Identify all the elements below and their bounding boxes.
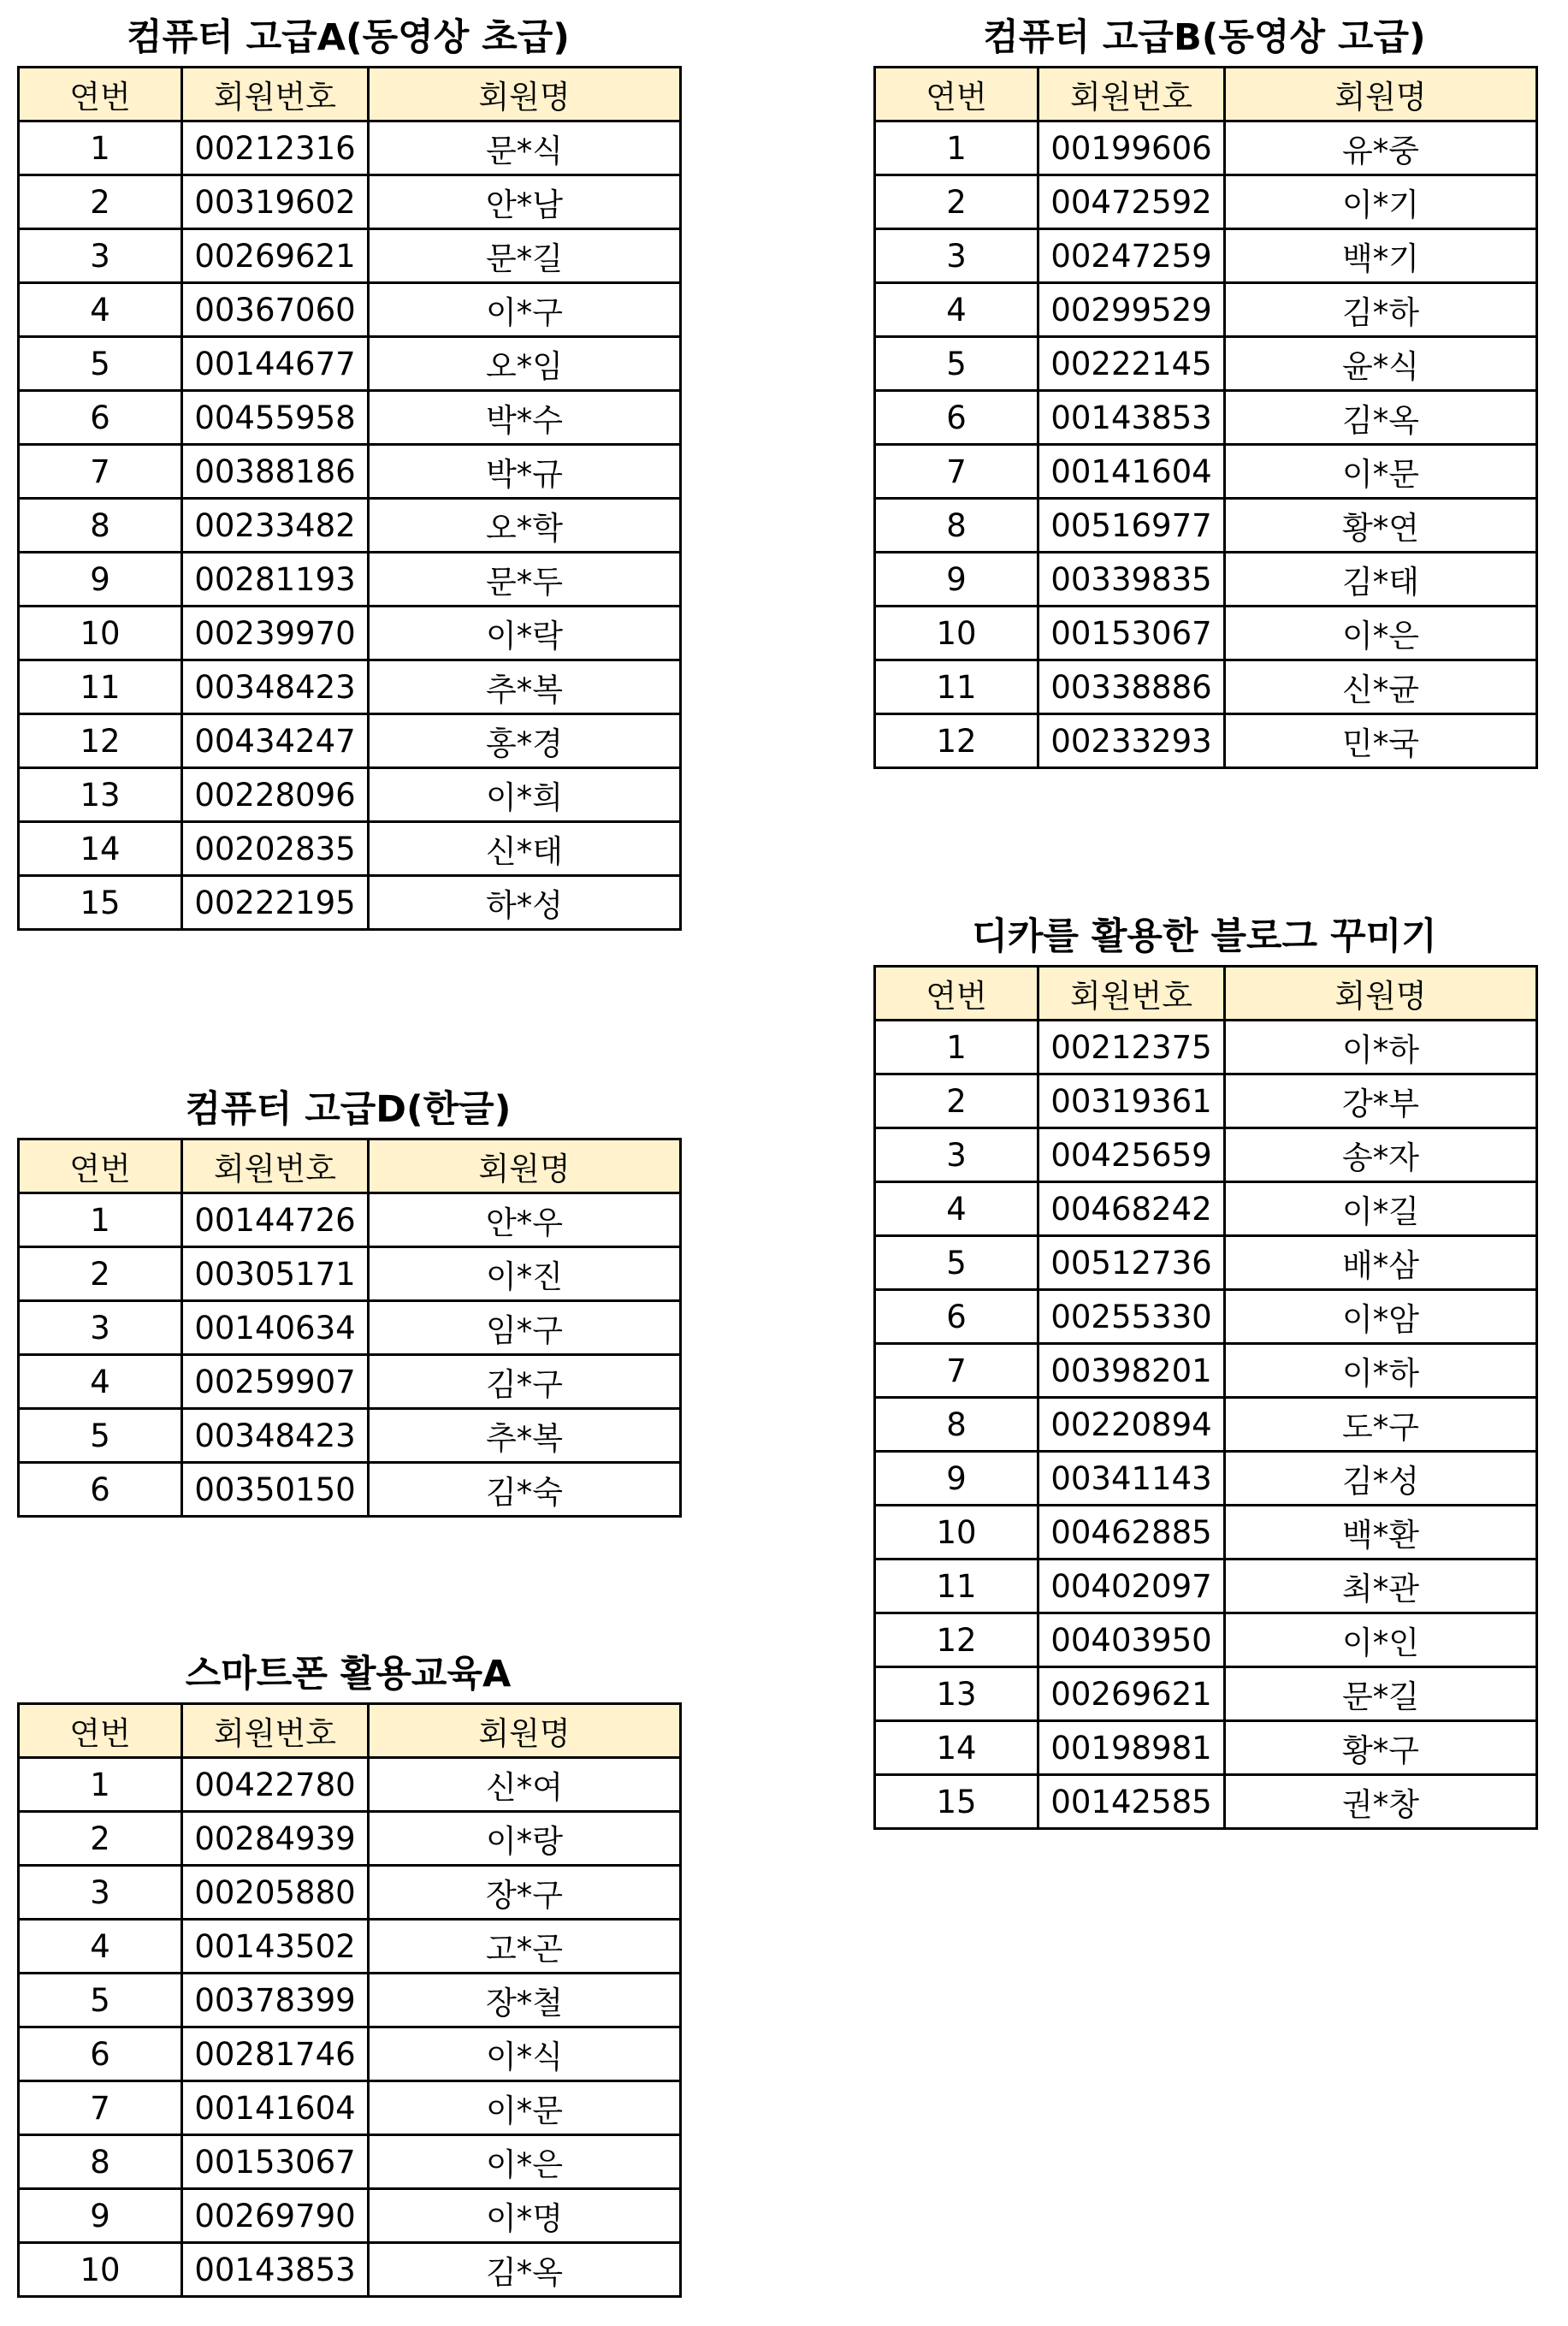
member-number-cell: 00205880: [182, 1866, 369, 1920]
seq-cell: 12: [19, 714, 182, 768]
member-number-cell: 00434247: [182, 714, 369, 768]
seq-cell: 6: [875, 1290, 1038, 1344]
member-name-cell: 오*학: [369, 499, 681, 553]
column-header-seq: 연번: [875, 68, 1038, 121]
table-row: [19, 445, 681, 499]
table-row: [875, 1290, 1537, 1344]
seq-cell: 6: [875, 391, 1038, 445]
table-row: [875, 1398, 1537, 1452]
table-row: [19, 1758, 681, 1812]
seq-cell: 13: [19, 768, 182, 822]
seq-cell: 9: [19, 2189, 182, 2243]
roster-table: [873, 965, 1538, 1830]
member-name-cell: 도*구: [1225, 1398, 1537, 1452]
member-number-cell: 00305171: [182, 1247, 369, 1301]
member-name-cell: 이*은: [369, 2135, 681, 2189]
member-number-cell: 00284939: [182, 1812, 369, 1866]
member-name-cell: 박*규: [369, 445, 681, 499]
seq-cell: 2: [875, 1074, 1038, 1128]
column-header-member-number: 회원번호: [1038, 967, 1225, 1021]
member-number-cell: 00144677: [182, 337, 369, 391]
table-row: [875, 175, 1537, 229]
seq-cell: 11: [19, 660, 182, 714]
member-name-cell: 김*옥: [369, 2243, 681, 2297]
member-name-cell: 문*두: [369, 553, 681, 607]
table-title: 스마트폰 활용교육A: [185, 1653, 512, 1696]
table-row: [875, 1021, 1537, 1074]
table-row: [875, 445, 1537, 499]
seq-cell: 10: [875, 607, 1038, 660]
seq-cell: 1: [875, 1021, 1038, 1074]
member-number-cell: 00319361: [1038, 1074, 1225, 1128]
member-number-cell: 00255330: [1038, 1290, 1225, 1344]
member-number-cell: 00367060: [182, 283, 369, 337]
column-header-seq: 연번: [19, 1139, 182, 1193]
member-name-cell: 이*구: [369, 283, 681, 337]
seq-cell: 10: [875, 1506, 1038, 1560]
member-name-cell: 이*식: [369, 2027, 681, 2081]
table-row: [875, 283, 1537, 337]
roster-block-smartphone-a: [17, 1646, 679, 2298]
member-name-cell: 이*진: [369, 1247, 681, 1301]
table-row: [19, 607, 681, 660]
table-row: [875, 1721, 1537, 1775]
member-name-cell: 최*관: [1225, 1560, 1537, 1613]
member-number-cell: 00222145: [1038, 337, 1225, 391]
member-number-cell: 00422780: [182, 1758, 369, 1812]
seq-cell: 10: [19, 2243, 182, 2297]
seq-cell: 3: [875, 229, 1038, 283]
member-number-cell: 00281193: [182, 553, 369, 607]
seq-cell: 8: [19, 499, 182, 553]
roster-block-computer-advanced-a: [17, 9, 679, 931]
member-number-cell: 00247259: [1038, 229, 1225, 283]
column-header-member-name: 회원명: [369, 68, 681, 121]
seq-cell: 2: [19, 1247, 182, 1301]
member-number-cell: 00220894: [1038, 1398, 1225, 1452]
table-row: [875, 1775, 1537, 1829]
member-number-cell: 00319602: [182, 175, 369, 229]
roster-table: [17, 1702, 682, 2298]
table-row: [19, 553, 681, 607]
table-row: [19, 1301, 681, 1355]
seq-cell: 14: [875, 1721, 1038, 1775]
table-row: [19, 660, 681, 714]
member-number-cell: 00198981: [1038, 1721, 1225, 1775]
seq-cell: 4: [19, 1920, 182, 1974]
member-number-cell: 00142585: [1038, 1775, 1225, 1829]
member-name-cell: 고*곤: [369, 1920, 681, 1974]
seq-cell: 1: [19, 1758, 182, 1812]
table-row: [875, 553, 1537, 607]
member-number-cell: 00338886: [1038, 660, 1225, 714]
seq-cell: 4: [875, 283, 1038, 337]
member-name-cell: 이*문: [369, 2081, 681, 2135]
member-number-cell: 00350150: [182, 1463, 369, 1517]
seq-cell: 8: [875, 1398, 1038, 1452]
member-name-cell: 이*랑: [369, 1812, 681, 1866]
table-row: [875, 1236, 1537, 1290]
member-number-cell: 00269621: [182, 229, 369, 283]
column-header-member-name: 회원명: [369, 1139, 681, 1193]
seq-cell: 6: [19, 2027, 182, 2081]
table-row: [19, 1463, 681, 1517]
member-name-cell: 배*삼: [1225, 1236, 1537, 1290]
member-number-cell: 00140634: [182, 1301, 369, 1355]
member-name-cell: 유*중: [1225, 121, 1537, 175]
seq-cell: 2: [19, 175, 182, 229]
seq-cell: 14: [19, 822, 182, 876]
member-name-cell: 안*남: [369, 175, 681, 229]
member-name-cell: 안*우: [369, 1193, 681, 1247]
member-number-cell: 00259907: [182, 1355, 369, 1409]
member-number-cell: 00153067: [1038, 607, 1225, 660]
member-number-cell: 00269621: [1038, 1667, 1225, 1721]
member-name-cell: 오*임: [369, 337, 681, 391]
seq-cell: 8: [19, 2135, 182, 2189]
seq-cell: 5: [875, 337, 1038, 391]
member-number-cell: 00228096: [182, 768, 369, 822]
table-row: [875, 391, 1537, 445]
seq-cell: 12: [875, 1613, 1038, 1667]
member-name-cell: 김*태: [1225, 553, 1537, 607]
seq-cell: 9: [19, 553, 182, 607]
member-name-cell: 하*성: [369, 876, 681, 930]
seq-cell: 11: [875, 1560, 1038, 1613]
table-row: [875, 337, 1537, 391]
member-name-cell: 이*하: [1225, 1021, 1537, 1074]
seq-cell: 9: [875, 553, 1038, 607]
member-name-cell: 강*부: [1225, 1074, 1537, 1128]
member-name-cell: 백*기: [1225, 229, 1537, 283]
table-row: [875, 499, 1537, 553]
column-header-member-number: 회원번호: [182, 1139, 369, 1193]
member-number-cell: 00212375: [1038, 1021, 1225, 1074]
table-row: [875, 714, 1537, 768]
table-row: [19, 2027, 681, 2081]
seq-cell: 7: [875, 445, 1038, 499]
member-number-cell: 00339835: [1038, 553, 1225, 607]
table-row: [19, 121, 681, 175]
member-number-cell: 00472592: [1038, 175, 1225, 229]
seq-cell: 1: [19, 121, 182, 175]
member-number-cell: 00143853: [1038, 391, 1225, 445]
table-row: [19, 1247, 681, 1301]
table-row: [19, 175, 681, 229]
member-number-cell: 00281746: [182, 2027, 369, 2081]
table-row: [19, 2081, 681, 2135]
member-name-cell: 문*길: [369, 229, 681, 283]
table-row: [19, 1193, 681, 1247]
member-name-cell: 추*복: [369, 660, 681, 714]
roster-block-blog-decorating: [873, 909, 1535, 1830]
table-row: [19, 391, 681, 445]
member-number-cell: 00348423: [182, 1409, 369, 1463]
seq-cell: 7: [19, 2081, 182, 2135]
roster-table: [17, 66, 682, 931]
member-name-cell: 이*희: [369, 768, 681, 822]
member-number-cell: 00202835: [182, 822, 369, 876]
member-name-cell: 송*자: [1225, 1128, 1537, 1182]
member-name-cell: 이*락: [369, 607, 681, 660]
seq-cell: 1: [19, 1193, 182, 1247]
member-number-cell: 00143502: [182, 1920, 369, 1974]
table-title: 컴퓨터 고급B(동영상 고급): [983, 16, 1426, 59]
member-name-cell: 황*구: [1225, 1721, 1537, 1775]
member-number-cell: 00455958: [182, 391, 369, 445]
member-number-cell: 00212316: [182, 121, 369, 175]
seq-cell: 15: [19, 876, 182, 930]
member-name-cell: 김*구: [369, 1355, 681, 1409]
seq-cell: 9: [875, 1452, 1038, 1506]
seq-cell: 2: [875, 175, 1038, 229]
member-number-cell: 00233293: [1038, 714, 1225, 768]
table-row: [875, 1506, 1537, 1560]
member-name-cell: 윤*식: [1225, 337, 1537, 391]
seq-cell: 4: [875, 1182, 1038, 1236]
table-row: [875, 1128, 1537, 1182]
member-name-cell: 이*은: [1225, 607, 1537, 660]
column-header-seq: 연번: [19, 1704, 182, 1758]
column-header-member-name: 회원명: [1225, 68, 1537, 121]
seq-cell: 5: [19, 1409, 182, 1463]
member-number-cell: 00143853: [182, 2243, 369, 2297]
member-number-cell: 00144726: [182, 1193, 369, 1247]
member-name-cell: 이*하: [1225, 1344, 1537, 1398]
table-row: [875, 229, 1537, 283]
member-name-cell: 이*길: [1225, 1182, 1537, 1236]
member-name-cell: 김*숙: [369, 1463, 681, 1517]
seq-cell: 3: [875, 1128, 1038, 1182]
table-row: [875, 121, 1537, 175]
seq-cell: 5: [875, 1236, 1038, 1290]
seq-cell: 15: [875, 1775, 1038, 1829]
member-number-cell: 00388186: [182, 445, 369, 499]
seq-cell: 12: [875, 714, 1038, 768]
table-row: [19, 2135, 681, 2189]
seq-cell: 3: [19, 1866, 182, 1920]
table-row: [875, 1667, 1537, 1721]
member-name-cell: 박*수: [369, 391, 681, 445]
roster-table: [873, 66, 1538, 769]
member-name-cell: 임*구: [369, 1301, 681, 1355]
seq-cell: 5: [19, 1974, 182, 2027]
seq-cell: 1: [875, 121, 1038, 175]
table-row: [875, 1560, 1537, 1613]
table-row: [875, 1074, 1537, 1128]
member-name-cell: 추*복: [369, 1409, 681, 1463]
member-name-cell: 황*연: [1225, 499, 1537, 553]
header-row: [875, 967, 1537, 1021]
member-number-cell: 00516977: [1038, 499, 1225, 553]
member-name-cell: 권*창: [1225, 1775, 1537, 1829]
table-row: [19, 283, 681, 337]
table-title: 컴퓨터 고급D(한글): [185, 1088, 512, 1131]
table-row: [19, 822, 681, 876]
member-name-cell: 이*명: [369, 2189, 681, 2243]
table-title: 컴퓨터 고급A(동영상 초급): [127, 16, 570, 59]
member-number-cell: 00233482: [182, 499, 369, 553]
table-row: [19, 1920, 681, 1974]
table-row: [19, 1409, 681, 1463]
member-name-cell: 이*문: [1225, 445, 1537, 499]
seq-cell: 5: [19, 337, 182, 391]
member-number-cell: 00468242: [1038, 1182, 1225, 1236]
member-number-cell: 00348423: [182, 660, 369, 714]
table-row: [19, 714, 681, 768]
table-row: [19, 768, 681, 822]
roster-table: [17, 1138, 682, 1518]
seq-cell: 7: [19, 445, 182, 499]
table-row: [875, 1613, 1537, 1667]
seq-cell: 13: [875, 1667, 1038, 1721]
seq-cell: 3: [19, 1301, 182, 1355]
roster-block-computer-advanced-d: [17, 1081, 679, 1518]
seq-cell: 2: [19, 1812, 182, 1866]
header-row: [19, 68, 681, 121]
seq-cell: 10: [19, 607, 182, 660]
table-row: [875, 1344, 1537, 1398]
member-number-cell: 00403950: [1038, 1613, 1225, 1667]
column-header-seq: 연번: [19, 68, 182, 121]
seq-cell: 6: [19, 391, 182, 445]
table-row: [19, 1812, 681, 1866]
member-name-cell: 문*식: [369, 121, 681, 175]
member-name-cell: 장*구: [369, 1866, 681, 1920]
member-number-cell: 00141604: [182, 2081, 369, 2135]
table-row: [19, 229, 681, 283]
column-header-member-number: 회원번호: [182, 1704, 369, 1758]
table-row: [875, 1452, 1537, 1506]
roster-block-computer-advanced-b: [873, 9, 1535, 769]
member-number-cell: 00153067: [182, 2135, 369, 2189]
member-name-cell: 민*국: [1225, 714, 1537, 768]
column-header-member-name: 회원명: [369, 1704, 681, 1758]
column-header-member-number: 회원번호: [182, 68, 369, 121]
member-name-cell: 문*길: [1225, 1667, 1537, 1721]
table-row: [19, 1866, 681, 1920]
member-name-cell: 이*인: [1225, 1613, 1537, 1667]
seq-cell: 6: [19, 1463, 182, 1517]
member-number-cell: 00378399: [182, 1974, 369, 2027]
member-name-cell: 장*철: [369, 1974, 681, 2027]
member-number-cell: 00269790: [182, 2189, 369, 2243]
table-row: [19, 2243, 681, 2297]
member-number-cell: 00299529: [1038, 283, 1225, 337]
member-number-cell: 00462885: [1038, 1506, 1225, 1560]
table-row: [19, 1974, 681, 2027]
header-row: [875, 68, 1537, 121]
table-row: [19, 2189, 681, 2243]
table-row: [875, 660, 1537, 714]
member-number-cell: 00239970: [182, 607, 369, 660]
member-name-cell: 백*환: [1225, 1506, 1537, 1560]
member-name-cell: 김*옥: [1225, 391, 1537, 445]
seq-cell: 4: [19, 283, 182, 337]
header-row: [19, 1139, 681, 1193]
header-row: [19, 1704, 681, 1758]
member-name-cell: 홍*경: [369, 714, 681, 768]
member-number-cell: 00402097: [1038, 1560, 1225, 1613]
column-header-member-number: 회원번호: [1038, 68, 1225, 121]
seq-cell: 4: [19, 1355, 182, 1409]
member-name-cell: 김*성: [1225, 1452, 1537, 1506]
member-number-cell: 00512736: [1038, 1236, 1225, 1290]
member-number-cell: 00398201: [1038, 1344, 1225, 1398]
table-row: [19, 1355, 681, 1409]
member-name-cell: 신*태: [369, 822, 681, 876]
member-name-cell: 이*암: [1225, 1290, 1537, 1344]
table-title: 디카를 활용한 블로그 꾸미기: [972, 915, 1437, 958]
member-number-cell: 00341143: [1038, 1452, 1225, 1506]
seq-cell: 7: [875, 1344, 1038, 1398]
table-row: [19, 499, 681, 553]
member-name-cell: 신*균: [1225, 660, 1537, 714]
table-row: [875, 607, 1537, 660]
member-number-cell: 00141604: [1038, 445, 1225, 499]
column-header-seq: 연번: [875, 967, 1038, 1021]
seq-cell: 8: [875, 499, 1038, 553]
member-number-cell: 00425659: [1038, 1128, 1225, 1182]
table-row: [875, 1182, 1537, 1236]
member-name-cell: 신*여: [369, 1758, 681, 1812]
table-row: [19, 876, 681, 930]
member-number-cell: 00222195: [182, 876, 369, 930]
member-name-cell: 이*기: [1225, 175, 1537, 229]
table-row: [19, 337, 681, 391]
member-name-cell: 김*하: [1225, 283, 1537, 337]
seq-cell: 3: [19, 229, 182, 283]
column-header-member-name: 회원명: [1225, 967, 1537, 1021]
member-number-cell: 00199606: [1038, 121, 1225, 175]
seq-cell: 11: [875, 660, 1038, 714]
